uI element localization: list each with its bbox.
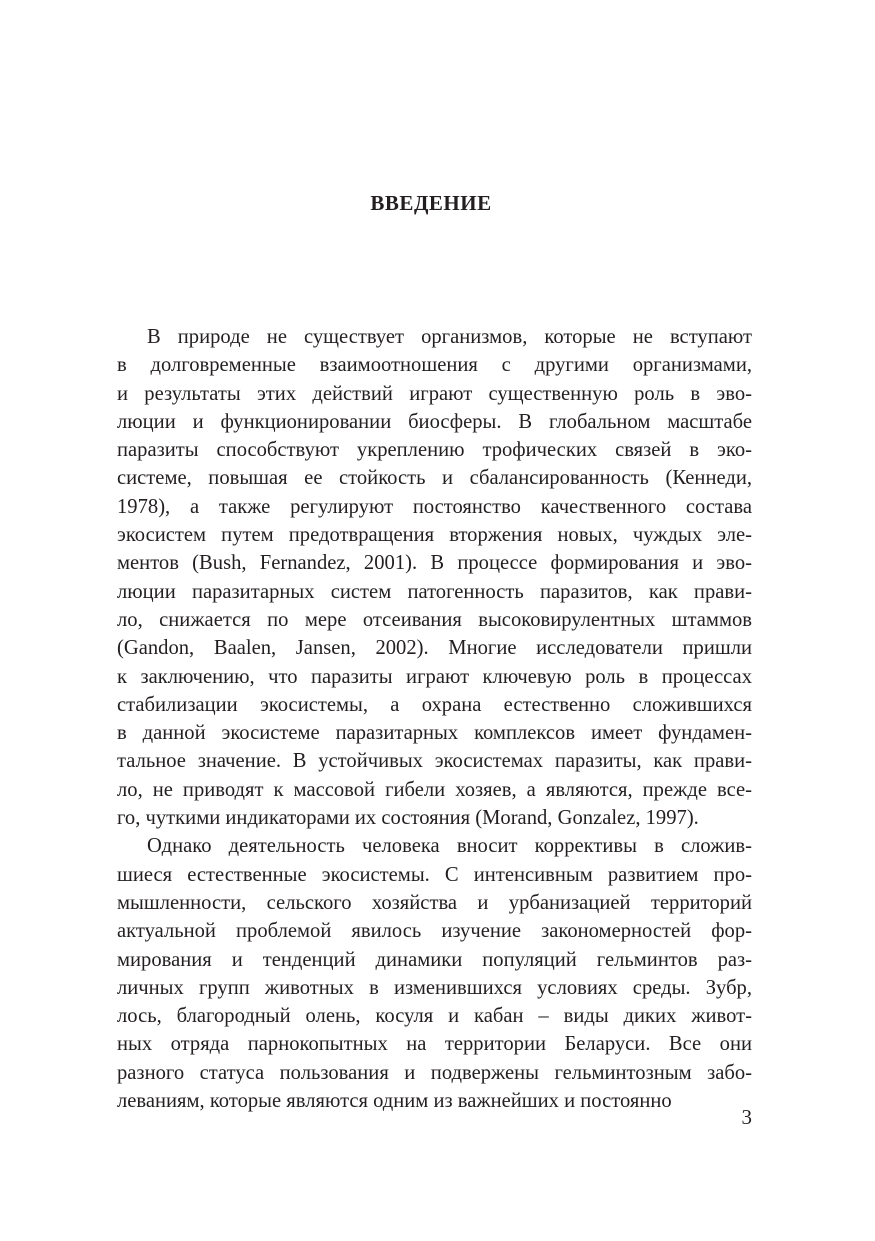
text-line: люции и функционировании биосферы. В глобальном масштабе: [117, 410, 752, 433]
text-line: экосистем путем предотвращения вторжения новых, чуждых эле-: [117, 524, 752, 547]
text-line: 1978), а также регулируют постоянство качественного состава: [117, 495, 752, 518]
section-title: ВВЕДЕНИЕ: [370, 191, 492, 215]
text-line: ло, снижается по мере отсеивания высоковирулентных штаммов: [117, 608, 752, 631]
text-line: мышленности, сельского хозяйства и урбанизацией территорий: [117, 891, 752, 914]
text-line: ментов (Bush, Fernandez, 2001). В процессе формирования и эво-: [117, 552, 752, 575]
text-line: Однако деятельность человека вносит коррективы в сложив-: [147, 835, 752, 858]
text-line: ных отряда парнокопытных на территории Беларуси. Все они: [117, 1033, 752, 1056]
text-line: и результаты этих действий играют существенную роль в эво-: [117, 382, 752, 405]
text-line: лось, благородный олень, косуля и кабан – виды диких живот-: [117, 1005, 752, 1028]
text-line: в долговременные взаимоотношения с другими организмами,: [117, 354, 752, 377]
paragraph-2: [117, 832, 752, 1115]
text-line: личных групп животных в изменившихся условиях среды. Зубр,: [117, 976, 752, 999]
text-line: в данной экосистеме паразитарных комплексов имеет фундамен-: [117, 722, 752, 745]
text-line: системе, повышая ее стойкость и сбалансированность (Кеннеди,: [117, 467, 752, 490]
text-line: разного статуса пользования и подвержены гельминтозным забо-: [117, 1061, 752, 1084]
text-line: шиеся естественные экосистемы. С интенсивным развитием про-: [117, 863, 752, 886]
text-line: паразиты способствуют укреплению трофических связей в эко-: [117, 439, 752, 462]
text-line: тальное значение. В устойчивых экосистемах паразиты, как прави-: [117, 750, 752, 773]
paragraph-1: [117, 323, 752, 832]
text-line: к заключению, что паразиты играют ключевую роль в процессах: [117, 665, 752, 688]
text-line: мирования и тенденций динамики популяций гельминтов раз-: [117, 948, 752, 971]
text-line: стабилизации экосистемы, а охрана естественно сложившихся: [117, 693, 752, 716]
text-line: го, чуткими индикаторами их состояния (Morand, Gonzalez, 1997).: [117, 807, 699, 830]
text-line: люции паразитарных систем патогенность паразитов, как прави-: [117, 580, 752, 603]
body-text: [117, 323, 752, 1115]
text-line: актуальной проблемой явилось изучение закономерностей фор-: [117, 920, 752, 943]
text-line: В природе не существует организмов, которые не вступают: [147, 326, 752, 348]
text-line: леваниям, которые являются одним из важнейших и постоянно: [117, 1090, 672, 1113]
text-line: ло, не приводят к массовой гибели хозяев, а являются, прежде все-: [117, 778, 752, 801]
text-line: (Gandon, Baalen, Jansen, 2002). Многие исследователи пришли: [117, 637, 752, 660]
page-number: 3: [741, 1105, 752, 1129]
